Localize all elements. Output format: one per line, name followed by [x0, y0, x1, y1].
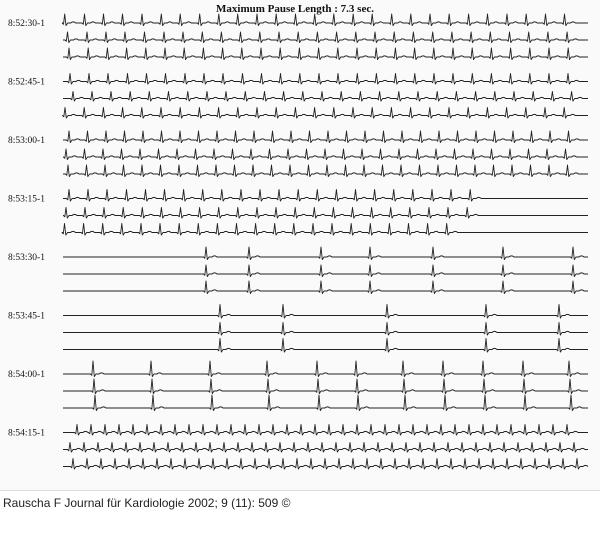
ecg-trace [63, 208, 588, 219]
ecg-trace [63, 443, 588, 453]
ecg-trace [63, 74, 588, 85]
ecg-trace [63, 305, 588, 319]
strip-time-label: 8:53:00-1 [8, 136, 45, 146]
ecg-trace [63, 281, 588, 294]
ecg-trace [63, 459, 588, 470]
ecg-trace [63, 48, 588, 60]
ecg-trace [63, 247, 588, 260]
ecg-trace [63, 165, 588, 177]
ecg-trace [63, 339, 588, 353]
strip-time-label: 8:53:45-1 [8, 311, 45, 322]
ecg-trace [62, 224, 588, 236]
strip-time-label: 8:53:15-1 [8, 194, 45, 205]
ecg-trace [63, 108, 589, 119]
ecg-trace [63, 265, 588, 277]
strip-time-label: 8:53:30-1 [8, 253, 45, 263]
strip-time-label: 8:52:45-1 [8, 77, 45, 88]
ecg-trace [63, 379, 588, 394]
ecg-trace [63, 190, 588, 202]
ecg-trace [63, 361, 588, 377]
ecg-trace [62, 14, 588, 26]
ecg-strips [8, 14, 588, 469]
strip-time-label: 8:54:15-1 [8, 428, 45, 439]
strip-time-label: 8:52:30-1 [8, 19, 45, 29]
ecg-trace [63, 425, 588, 436]
strip-time-label: 8:54:00-1 [8, 370, 45, 380]
ecg-trace [63, 92, 588, 102]
ecg-trace [63, 395, 588, 411]
citation-text: Rauscha F Journal für Kardiologie 2002; 9 (11): 509 © [3, 496, 291, 510]
ecg-trace [63, 131, 588, 143]
ecg-trace [63, 323, 588, 336]
ecg-trace [63, 32, 588, 43]
chart-title: Maximum Pause Length : 7.3 sec. [216, 3, 374, 15]
ecg-trace [63, 149, 588, 160]
